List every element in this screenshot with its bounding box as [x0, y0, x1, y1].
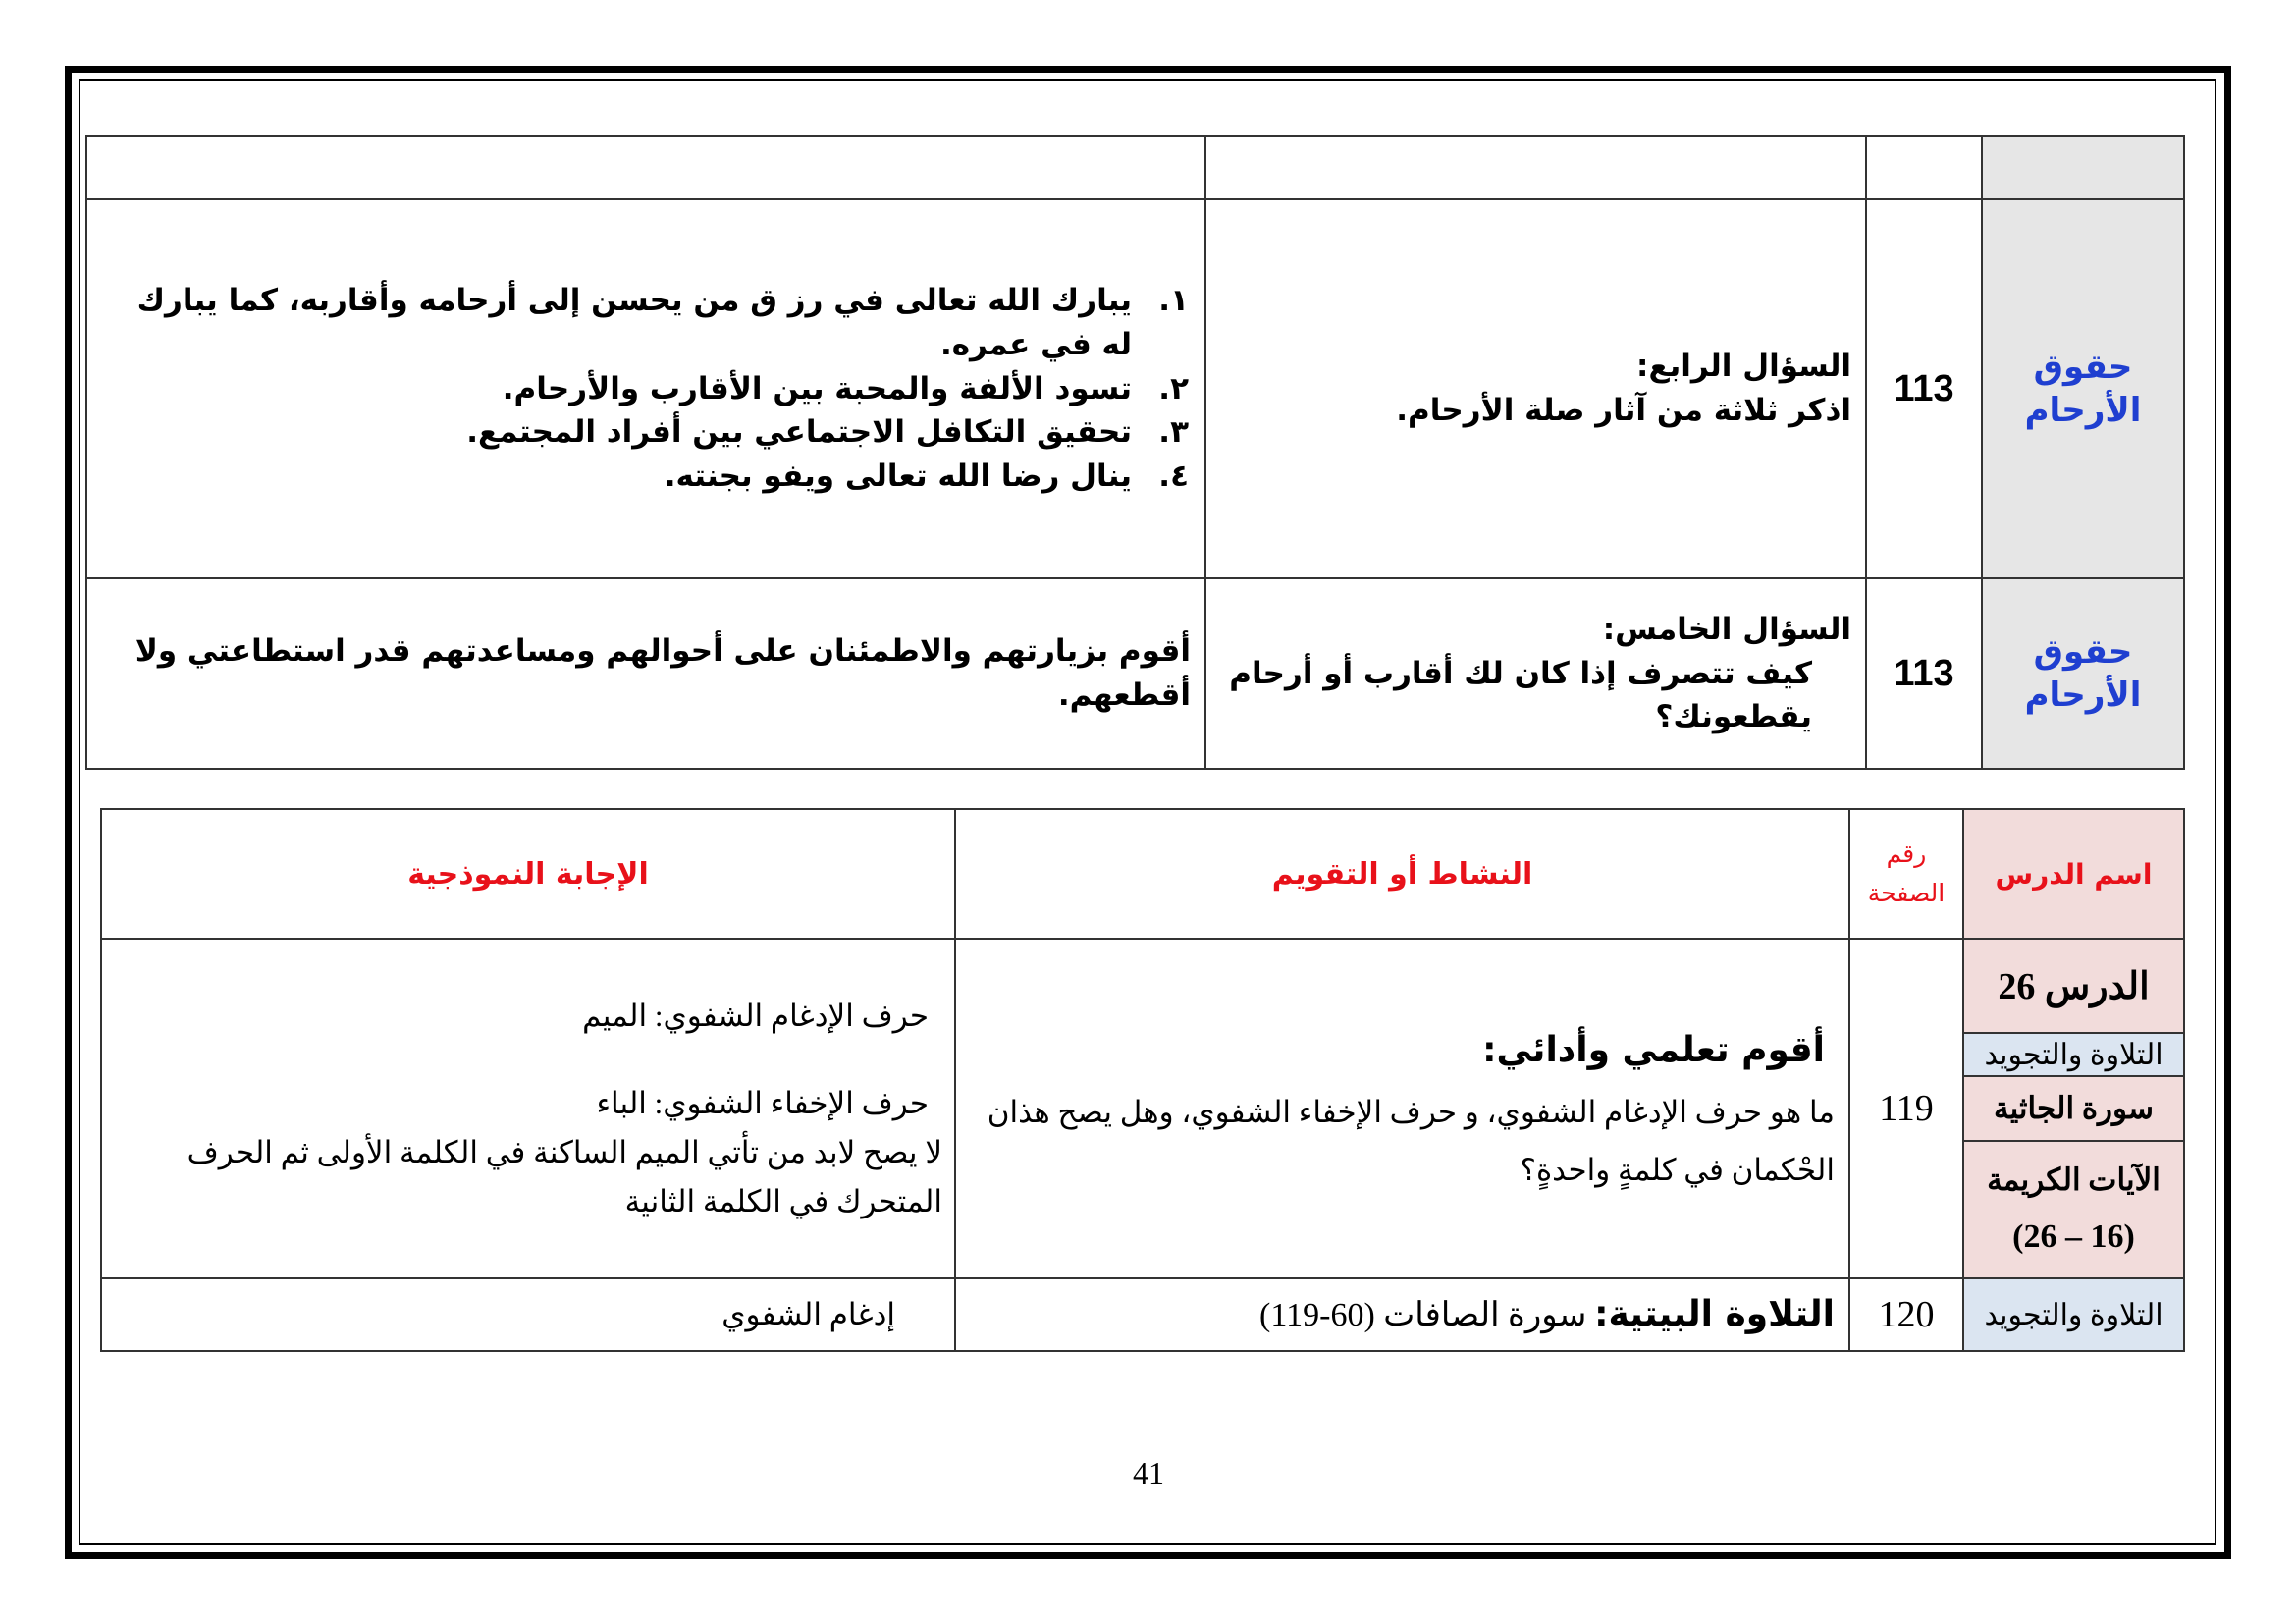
list-item: ٢. تسود الألفة والمحبة بين الأقارب والأرحام.	[502, 370, 1189, 406]
header-model-answer: الإجابة النموذجية	[101, 809, 955, 939]
answer-cell: أقوم بزيارتهم والاطمئنان على أحوالهم ومساعدتهم قدر استطاعتي ولا أقطعهم.	[86, 578, 1205, 769]
surah-name: سورة الجاثية	[1963, 1076, 2184, 1141]
page-number-cell: 120	[1849, 1278, 1963, 1351]
activity-title: التلاوة البيتية:	[1594, 1293, 1835, 1334]
activity-cell	[955, 1278, 1849, 1351]
answer-list	[101, 279, 1191, 500]
table-row	[86, 199, 2184, 578]
verses-cell	[1963, 1141, 2184, 1278]
verses-range: (16 – 26)	[2012, 1218, 2135, 1256]
page-number: 41	[1133, 1455, 1164, 1490]
lesson-name-cell: حقوق الأرحام	[1982, 578, 2184, 769]
question-text: كيف تتصرف إذا كان لك أقارب أو أرحام يقطعونك؟	[1229, 655, 1812, 735]
model-answer-cell	[101, 939, 955, 1278]
assessment-table-2	[100, 808, 2185, 1352]
assessment-table-1	[85, 135, 2185, 770]
lesson-title: الدرس 26	[1963, 939, 2184, 1033]
page-number-cell: 113	[1866, 199, 1982, 578]
recitation-label: التلاوة والتجويد	[1963, 1278, 2184, 1351]
activity-text: سورة الصافات (60-119)	[1259, 1296, 1587, 1333]
question-cell	[1205, 578, 1866, 769]
activity-cell	[955, 939, 1849, 1278]
header-activity: النشاط أو التقويم	[955, 809, 1849, 939]
answer-line: لا يصح لابد من تأتي الميم الساكنة في الكلمة الأولى ثم الحرف المتحرك في الكلمة الثانية	[187, 1135, 942, 1218]
empty-cell	[1982, 136, 2184, 199]
table-header-row	[101, 809, 2184, 939]
question-cell	[1205, 199, 1866, 578]
answer-cell	[86, 199, 1205, 578]
empty-cell	[1866, 136, 1982, 199]
header-page-number: رقم الصفحة	[1849, 809, 1963, 939]
table-row	[86, 136, 2184, 199]
activity-title: أقوم تعلمي وأدائي:	[1482, 1029, 1825, 1070]
answer-line: حرف الإدغام الشفوي: الميم	[582, 998, 929, 1033]
page-number-cell: 113	[1866, 578, 1982, 769]
table-row	[101, 1278, 2184, 1351]
verses-label: الآيات الكريمة	[1987, 1162, 2161, 1197]
list-item: ٤. ينال رضا الله تعالى ويفو بجنته.	[664, 459, 1189, 495]
list-item: ٣. تحقيق التكافل الاجتماعي بين أفراد المجتمع.	[466, 414, 1189, 451]
table-row	[86, 578, 2184, 769]
question-label: السؤال الرابع:	[1636, 349, 1851, 385]
page-number-cell: 119	[1849, 939, 1963, 1278]
table-row	[101, 939, 2184, 1033]
lesson-name-cell: حقوق الأرحام	[1982, 199, 2184, 578]
empty-cell	[1205, 136, 1866, 199]
recitation-label: التلاوة والتجويد	[1963, 1033, 2184, 1076]
activity-text: ما هو حرف الإدغام الشفوي، و حرف الإخفاء الشفوي، وهل يصح هذان الحْكمان في كلمةٍ واحدةٍ؟	[987, 1095, 1835, 1188]
empty-cell	[86, 136, 1205, 199]
list-item: ١. يبارك الله تعالى في رز ق من يحسن إلى أرحامه وأقاربه، كما يبارك له في عمره.	[136, 282, 1189, 362]
model-answer-cell: إدغام الشفوي	[101, 1278, 955, 1351]
question-label: السؤال الخامس:	[1602, 611, 1851, 647]
header-lesson-name: اسم الدرس	[1963, 809, 2184, 939]
answer-line: حرف الإخفاء الشفوي: الباء	[596, 1086, 929, 1121]
question-text: اذكر ثلاثة من آثار صلة الأرحام.	[1396, 393, 1851, 428]
